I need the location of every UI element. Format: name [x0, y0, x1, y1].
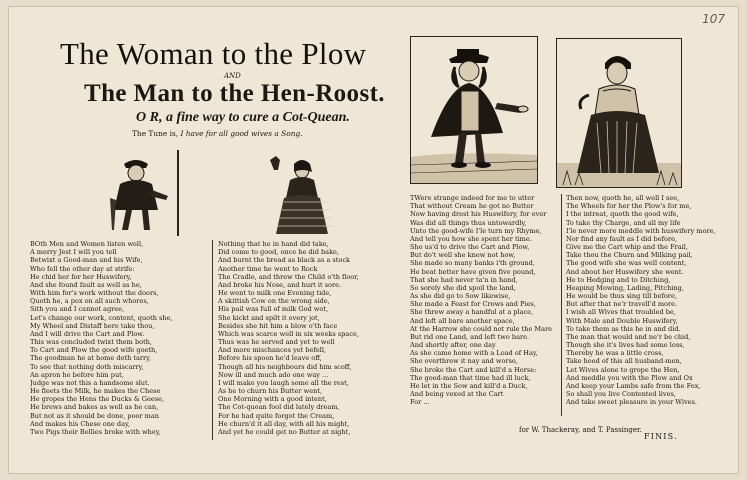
subtitle: O R, a fine way to cure a Cot-Quean. [136, 110, 350, 125]
verse-line: And I will drive the Cart and Plow. [30, 329, 145, 338]
verse-line: Thus was he served and yet to well [218, 338, 335, 347]
verse-line: For he had quite forgot the Cream, [218, 411, 335, 420]
verse-line: Besides she hit him a blow o'th face [218, 321, 338, 330]
verse-line: But not as it should be done, poor man [30, 411, 160, 420]
verse-line: She us'd to drive the Cart and Plow, [410, 243, 530, 252]
folio-number: 107 [702, 12, 725, 26]
verse-line: Though all his neighbours did him scoff, [218, 362, 352, 371]
verse-line: And about her Huswifery she went. [566, 267, 684, 276]
woodcut-man-large [410, 36, 538, 184]
verse-line: I wish all Wives that troubled be, [566, 308, 676, 317]
verse-line: As she came home with a Load of Hay, [410, 349, 538, 358]
verse-line: That she had never ta'n in hand, [410, 275, 518, 284]
verse-line: The Cot-quean fool did lately dream, [218, 403, 340, 412]
verse-line: Which was scarce well in six weeks space, [218, 329, 359, 338]
verse-line: Judge was not this a handsome slut. [30, 378, 150, 387]
verse-line: Nothing that he in hand did take, [218, 240, 329, 248]
verse-line: Let Wives alone to grope the Hen, [566, 365, 680, 374]
column-2 [218, 240, 394, 436]
verse-line: He to Hedging and to Ditching, [566, 275, 671, 284]
verse-line: So shall you live Contented lives, [566, 390, 676, 399]
verse-line: Was did all things thus untowardly, [410, 218, 527, 227]
verse-line: She threw away a handful at a place, [410, 308, 534, 317]
verse-line: I the intreat, quoth the good wife, [566, 210, 679, 219]
verse-line: Take heed of this all husband-men, [566, 357, 682, 366]
verse-line: And more mischances yet befell, [218, 346, 327, 355]
verse-line: At the Harrow she could not rule the Mare [410, 324, 553, 333]
verse-line: And yet he could get no Butter at night, [218, 427, 351, 436]
verse-line: But after that ne'r travell'd more. [566, 300, 678, 309]
verse-line: And keep your Lambs safe from the Fox, [566, 381, 701, 390]
tune-prefix: The Tune is, [132, 129, 179, 138]
verse-line: The good wife she was well content, [566, 259, 687, 268]
verse-line: She made a Feast for Crows and Pies, [410, 300, 536, 309]
verse-line: The Wheels for her the Plow's for me, [566, 202, 692, 211]
verse-line: For ... [410, 398, 430, 407]
verse-line: He chid her for her Huswifery, [30, 272, 132, 281]
verse-line: With Male and Double Huswifery, [566, 316, 678, 325]
finis-mark: FINIS. [644, 432, 678, 441]
gentleman-figure-image [411, 37, 537, 183]
verse-line: A merry Jest I will you tell [30, 248, 117, 257]
verse-line: And she found fault as well as he, [30, 280, 142, 289]
column-divider-left [212, 240, 213, 440]
verse-line: Give me the Cart whip and the Frail, [566, 243, 688, 252]
verse-line: Before his spoon he'd leave off, [218, 354, 322, 363]
title-woman-to-the-plow: The Woman to the Plow [60, 36, 367, 71]
verse-line: He went to milk one Evening tide, [218, 289, 332, 298]
column-3 [410, 194, 560, 406]
verse-line: Though she it's lives had some loss, [566, 341, 685, 350]
verse-line: She made so many banks i'th ground, [410, 259, 535, 268]
verse-line: He gropes the Hens the Ducks & Geese, [30, 395, 165, 404]
verse-line: And tell you how she spent her time. [410, 234, 532, 243]
verse-line: Who fell the other day at strife: [30, 264, 135, 273]
verse-line: But do't well she knew not how, [410, 251, 516, 260]
verse-line: As he to churn his Butter went, [218, 387, 323, 396]
left-page [26, 28, 394, 468]
verse-line: Another time he went to Rock [218, 264, 318, 273]
broadside-sheet [8, 6, 739, 474]
verse-line: I'le never more meddle with huswifery more, [566, 226, 716, 235]
woodcut-man-small [90, 146, 184, 238]
verse-line: With him for's work without the doors, [30, 289, 159, 298]
verse-line: And makes his Chese one day, [30, 419, 130, 428]
verse-line: He beat better have given five pound, [410, 267, 536, 276]
verse-line: TWere strange indeed for me to utter [410, 194, 535, 202]
verse-line: And left all bare another space, [410, 316, 515, 325]
verse-line: And broke his Nose, and hurt it sore. [218, 280, 342, 289]
verse-line: He fleets the Milk, he makes the Chese [30, 387, 161, 396]
verse-line: Nor find any fault as I did before, [566, 234, 678, 243]
woodcut-woman-small [254, 146, 336, 238]
column-1 [30, 240, 208, 436]
verse-line: As she did go to Sow likewise, [410, 292, 511, 301]
verse-line: To take thy Charge, and all my life [566, 218, 681, 227]
verse-line: A skittish Cow on the wrong side, [218, 297, 330, 306]
verse-line: Heaping Mowing, Lading, Pitching, [566, 283, 684, 292]
verse-line: Unto the good-wife I'le turn my Rhyme, [410, 226, 542, 235]
verse-line: That without Cream he got no Butter [410, 202, 534, 211]
verse-line: This was concluded twixt them both, [30, 338, 153, 347]
verse-line: He let in the Sow and kill'd a Duck, [410, 381, 528, 390]
verse-line: He would be thus sing till before, [566, 292, 677, 301]
verse-line: Quoth he, a pox on all such whores, [30, 297, 149, 306]
verse-line: I will make you laugh some all the rest, [218, 378, 349, 387]
verse-line: To Cart and Plow the good wife goeth, [30, 346, 158, 355]
verse-line: Now having drest his Huswifery, for ever [410, 210, 547, 219]
verse-line: To see that nothing doth miscarry, [30, 362, 144, 371]
verse-line: The goodman he at home doth tarry, [30, 354, 152, 363]
verse-line: She broke the Cart and kill'd a Horse: [410, 365, 537, 374]
woodcut-woman-large [556, 38, 682, 188]
verse-line: BOth Men and Women listen well, [30, 240, 144, 248]
verse-line: Thereby he was a little cross, [566, 349, 664, 358]
verse-line: Two Pigs their Bellies broke with whey, [30, 427, 161, 436]
verse-line: So sorely she did spoil the land, [410, 283, 516, 292]
woman-figure-image [254, 146, 336, 238]
verse-line: Now ill and much ado one way ... [218, 370, 329, 379]
verse-line: My Wheel and Distaff here take thou, [30, 321, 155, 330]
verse-line: Sith you and I cannot agree, [30, 305, 125, 314]
verse-line: And meddle you with the Plow and Ox [566, 373, 693, 382]
verse-line: He brews and bakes as well as he can, [30, 403, 159, 412]
verse-line: He churn'd it all day, with all his might, [218, 419, 350, 428]
verse-line: But rid one Land, and left two bare. [410, 332, 530, 341]
verse-line: His pail was full of milk God wot, [218, 305, 329, 314]
verse-line: The good-man that time had ill luck, [410, 373, 531, 382]
verse-line: She overthrew it nay and worse, [410, 357, 518, 366]
verse-line: Take thou the Churn and Milking pail, [566, 251, 693, 260]
verse-line: Betwixt a Good-man and his Wife, [30, 256, 143, 265]
lady-figure-image [557, 39, 681, 187]
verse-line: Then now, quoth he, all well I see, [566, 194, 680, 202]
verse-line: And take sweet pleasure in your Wives. [566, 398, 698, 407]
title-and: AND [224, 72, 241, 80]
tune-name: I have for all good wives a Song. [180, 129, 303, 138]
verse-line: To take them as this he in and did. [566, 324, 681, 333]
printer-imprint: for W. Thackeray, and T. Passinger. [519, 426, 642, 434]
column-divider-right [561, 194, 562, 416]
verse-line: And being vexed at the Cart [410, 390, 504, 399]
verse-line: An apron he before him put, [30, 370, 124, 379]
column-4 [566, 194, 726, 406]
verse-line: Did come to good, once he did bake, [218, 248, 339, 257]
tune-line [132, 129, 303, 138]
verse-line: And shortly after, one day [410, 341, 496, 350]
title-man-to-the-hen-roost: The Man to the Hen-Roost. [84, 80, 385, 107]
verse-line: One Morning with a good intent, [218, 395, 327, 404]
verse-line: Let's change our work, content, quoth she, [30, 313, 173, 322]
right-page [408, 28, 728, 468]
verse-line: The man that would and ne'r be chid, [566, 332, 691, 341]
verse-line: The Cradle, and threw the Child o'th floor, [218, 272, 359, 281]
verse-line: She kickt and spilt it every jot, [218, 313, 320, 322]
verse-line: And burnt the bread as black as a stock [218, 256, 350, 265]
man-figure-image [90, 146, 184, 238]
